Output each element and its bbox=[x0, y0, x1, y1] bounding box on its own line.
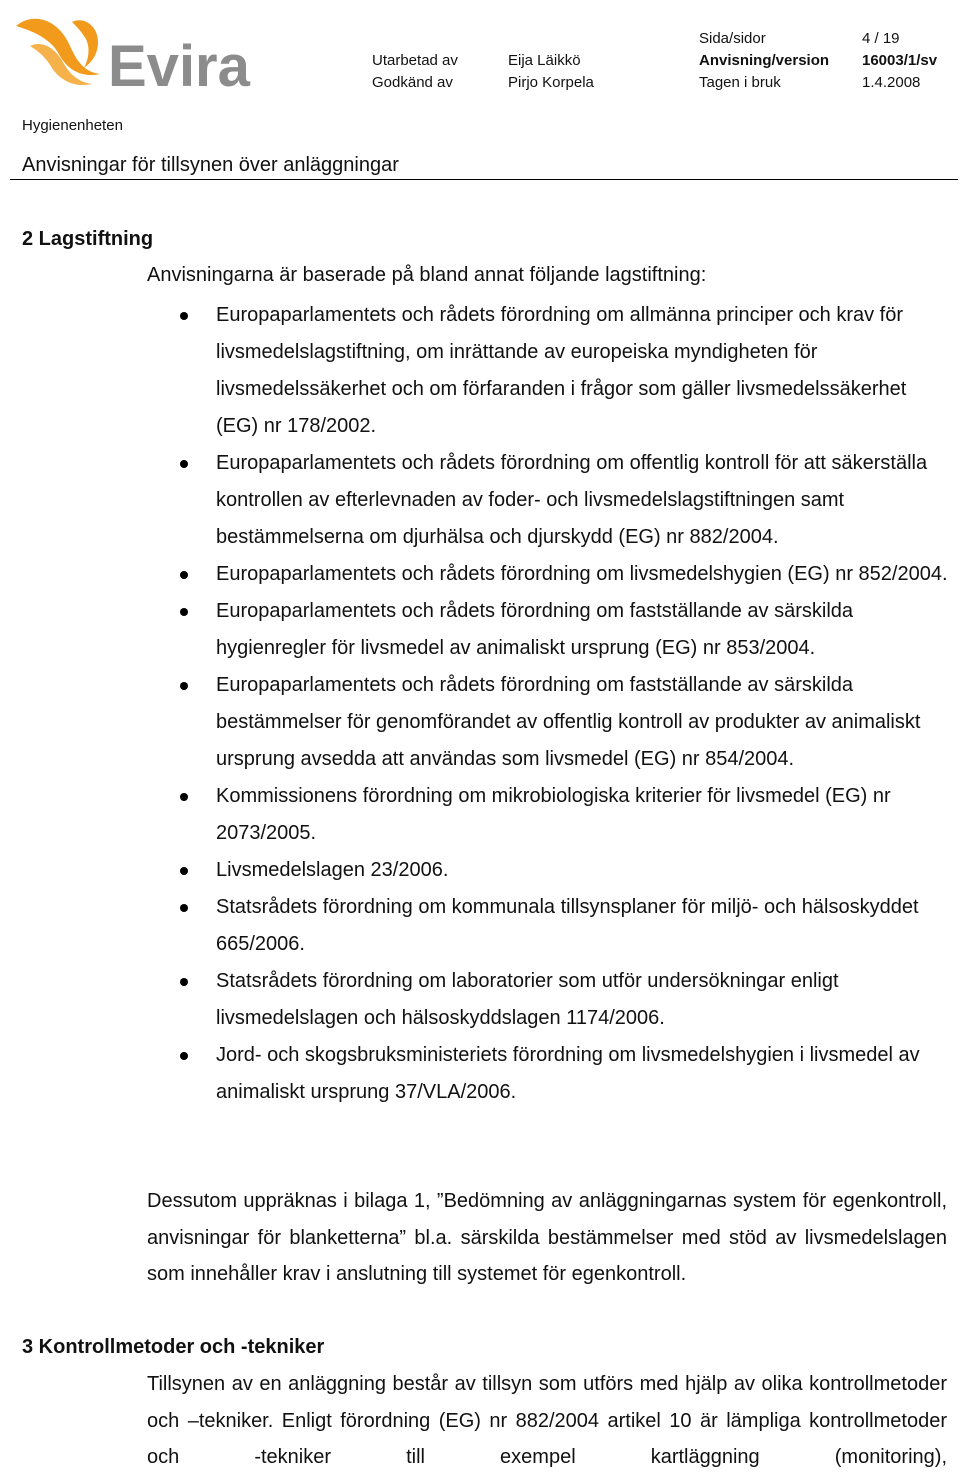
version-label: Anvisning/version bbox=[699, 52, 830, 69]
legislation-item-text: Europaparlamentets och rådets förordning om fastställande av särskilda bestämmelser för genomförandet av offentlig kontroll av produkter av animaliskt ursprung avsedda att användas som livsmedel (EG) nr 854/2004. bbox=[216, 674, 921, 770]
legislation-item-text: Europaparlamentets och rådets förordning om livsmedelshygien (EG) nr 852/2004. bbox=[216, 563, 948, 585]
legislation-item bbox=[180, 1037, 950, 1111]
approved-by-label: Godkänd av bbox=[372, 74, 453, 91]
legislation-item-text: Statsrådets förordning om kommunala tillsynsplaner för miljö- och hälsoskyddet 665/2006. bbox=[216, 896, 919, 955]
legislation-item-text: Europaparlamentets och rådets förordning om fastställande av särskilda hygienregler för livsmedel av animaliskt ursprung (EG) nr 853/2004. bbox=[216, 600, 854, 659]
bullet-icon bbox=[180, 460, 188, 468]
bullet-icon bbox=[180, 682, 188, 690]
effective-date-value: 1.4.2008 bbox=[862, 74, 921, 91]
legislation-item bbox=[180, 297, 950, 445]
legislation-item bbox=[180, 963, 950, 1037]
legislation-item-text: Statsrådets förordning om laboratorier som utför undersökningar enligt livsmedelslagen och hälsoskyddslagen 1174/2006. bbox=[216, 970, 839, 1029]
section-2-heading: 2 Lagstiftning bbox=[22, 228, 154, 250]
prepared-by-value: Eija Läikkö bbox=[508, 52, 581, 69]
bullet-icon bbox=[180, 608, 188, 616]
effective-date-label: Tagen i bruk bbox=[699, 74, 781, 91]
legislation-item bbox=[180, 445, 950, 556]
legislation-item bbox=[180, 852, 950, 889]
section-3-heading: 3 Kontrollmetoder och -tekniker bbox=[22, 1336, 325, 1358]
bullet-icon bbox=[180, 978, 188, 986]
version-value: 16003/1/sv bbox=[862, 52, 938, 69]
prepared-by-label: Utarbetad av bbox=[372, 52, 458, 69]
bullet-icon bbox=[180, 571, 188, 579]
legislation-item-text: Europaparlamentets och rådets förordning om offentlig kontroll för att säkerställa kontrollen av efterlevnaden av foder- och livsmedelslagstiftningen samt bestämmelserna om djurhälsa och djurskydd (EG) nr 882/2004. bbox=[216, 452, 928, 548]
department-unit: Hygienenheten bbox=[22, 117, 123, 134]
section-2-closing-paragraph: Dessutom uppräknas i bilaga 1, ”Bedömning av anläggningarnas system för egenkontroll, anvisningar för blanketterna” bl.a. särskilda bestämmelser med stöd av livsmedelslagen som innehåller krav i anslutning till systemet för egenkontroll. bbox=[147, 1190, 947, 1285]
header-divider bbox=[10, 179, 958, 180]
bullet-icon bbox=[180, 867, 188, 875]
legislation-item-text: Kommissionens förordning om mikrobiologiska kriterier för livsmedel (EG) nr 2073/2005. bbox=[216, 785, 891, 844]
bullet-icon bbox=[180, 793, 188, 801]
legislation-item-text: Jord- och skogsbruksministeriets förordning om livsmedelshygien i livsmedel av animaliskt ursprung 37/VLA/2006. bbox=[216, 1044, 920, 1103]
legislation-item-text: Livsmedelslagen 23/2006. bbox=[216, 859, 449, 881]
legislation-item bbox=[180, 556, 950, 593]
legislation-item bbox=[180, 593, 950, 667]
legislation-item bbox=[180, 778, 950, 852]
legislation-item bbox=[180, 667, 950, 778]
bullet-icon bbox=[180, 904, 188, 912]
bullet-icon bbox=[180, 1052, 188, 1060]
legislation-item bbox=[180, 889, 950, 963]
approved-by-value: Pirjo Korpela bbox=[508, 74, 594, 91]
svg-text:Evira: Evira bbox=[108, 34, 250, 92]
legislation-item-text: Europaparlamentets och rådets förordning om allmänna principer och krav för livsmedelslagstiftning, om inrättande av europeiska myndigheten för livsmedelssäkerhet och om förfaranden i frågor som gäller livsmedelssäkerhet (EG) nr 178/2002. bbox=[216, 304, 907, 437]
document-title: Anvisningar för tillsynen över anläggningar bbox=[22, 154, 399, 176]
page-label: Sida/sidor bbox=[699, 30, 766, 47]
evira-logo bbox=[12, 12, 264, 92]
legislation-list bbox=[180, 297, 950, 1111]
section-2-intro: Anvisningarna är baserade på bland annat följande lagstiftning: bbox=[147, 264, 707, 286]
section-3-paragraph: Tillsynen av en anläggning består av tillsyn som utförs med hjälp av olika kontrollmetoder och –tekniker. Enligt förordning (EG) nr 882/2004 artikel 10 är lämpliga kontrollmetoder och -tekniker till exempel kartläggning (monitoring), bbox=[147, 1373, 947, 1468]
page-number: 4 / 19 bbox=[862, 30, 900, 47]
bullet-icon bbox=[180, 312, 188, 320]
